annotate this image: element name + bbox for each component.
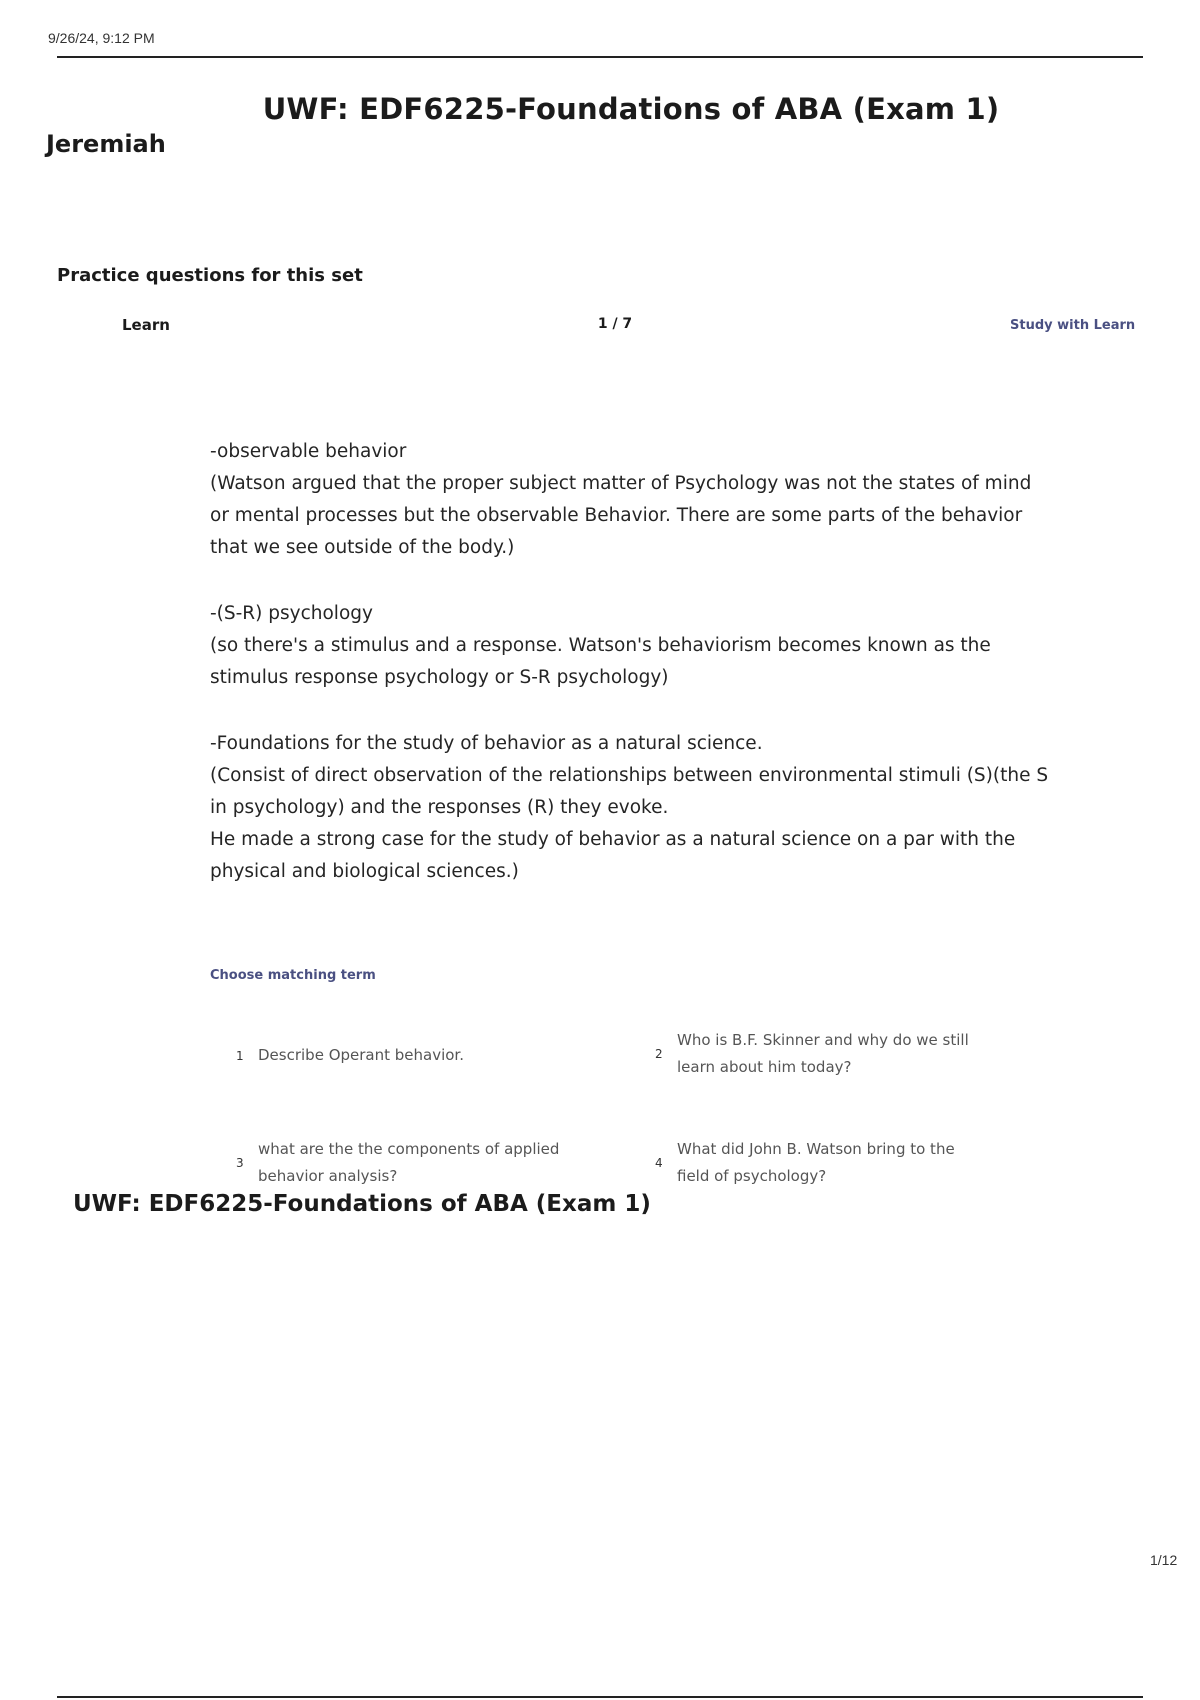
print-datetime: 9/26/24, 9:12 PM	[48, 30, 155, 46]
option-number: 4	[655, 1156, 663, 1170]
answer-option-4[interactable]	[655, 1136, 1015, 1190]
author-name: Jeremiah	[46, 130, 166, 158]
definition-line: (Consist of direct observation of the relationships between environmental stimuli (S)(the S	[210, 765, 1049, 786]
definition-line: that we see outside of the body.)	[210, 537, 515, 558]
definition-card	[210, 436, 1049, 922]
question-progress: 1 / 7	[597, 316, 633, 332]
answer-option-3[interactable]	[236, 1136, 596, 1190]
header-divider	[57, 56, 1143, 58]
definition-line: -observable behavior	[210, 441, 407, 462]
definition-line: (Watson argued that the proper subject matter of Psychology was not the states of mind	[210, 473, 1032, 494]
definition-line: in psychology) and the responses (R) they evoke.	[210, 797, 669, 818]
definition-line: -(S-R) psychology	[210, 603, 373, 624]
definition-line: (so there's a stimulus and a response. Watson's behaviorism becomes known as the	[210, 635, 991, 656]
learn-mode-label: Learn	[122, 316, 170, 334]
definition-block	[210, 598, 1030, 694]
definition-line: physical and biological sciences.)	[210, 861, 519, 882]
footer-divider	[57, 1696, 1143, 1698]
option-text: what are the the components of applied behavior analysis?	[258, 1140, 560, 1185]
option-text: Describe Operant behavior.	[258, 1046, 464, 1064]
option-text: Who is B.F. Skinner and why do we still learn about him today?	[677, 1031, 969, 1076]
definition-line: stimulus response psychology or S-R psychology)	[210, 667, 669, 688]
answer-option-2[interactable]	[655, 1027, 1015, 1081]
definition-line: -Foundations for the study of behavior as a natural science.	[210, 733, 763, 754]
page-number: 1/12	[1150, 1552, 1178, 1568]
definition-line: He made a strong case for the study of behavior as a natural science on a par with the	[210, 829, 1016, 850]
option-number: 1	[236, 1048, 244, 1063]
definition-block	[210, 728, 1049, 888]
practice-questions-heading: Practice questions for this set	[57, 265, 363, 286]
option-number: 2	[655, 1047, 663, 1061]
definition-block	[210, 436, 1030, 564]
repeated-document-title: UWF: EDF6225-Foundations of ABA (Exam 1)	[73, 1191, 651, 1217]
answer-option-1[interactable]	[236, 1042, 596, 1069]
choose-matching-term-heading: Choose matching term	[210, 968, 376, 983]
option-text: What did John B. Watson bring to the field of psychology?	[677, 1140, 955, 1185]
option-number: 3	[236, 1156, 244, 1170]
definition-line: or mental processes but the observable Behavior. There are some parts of the behavior	[210, 505, 1023, 526]
document-title: UWF: EDF6225-Foundations of ABA (Exam 1)	[262, 92, 1000, 126]
study-with-learn-link[interactable]: Study with Learn	[1010, 318, 1136, 333]
